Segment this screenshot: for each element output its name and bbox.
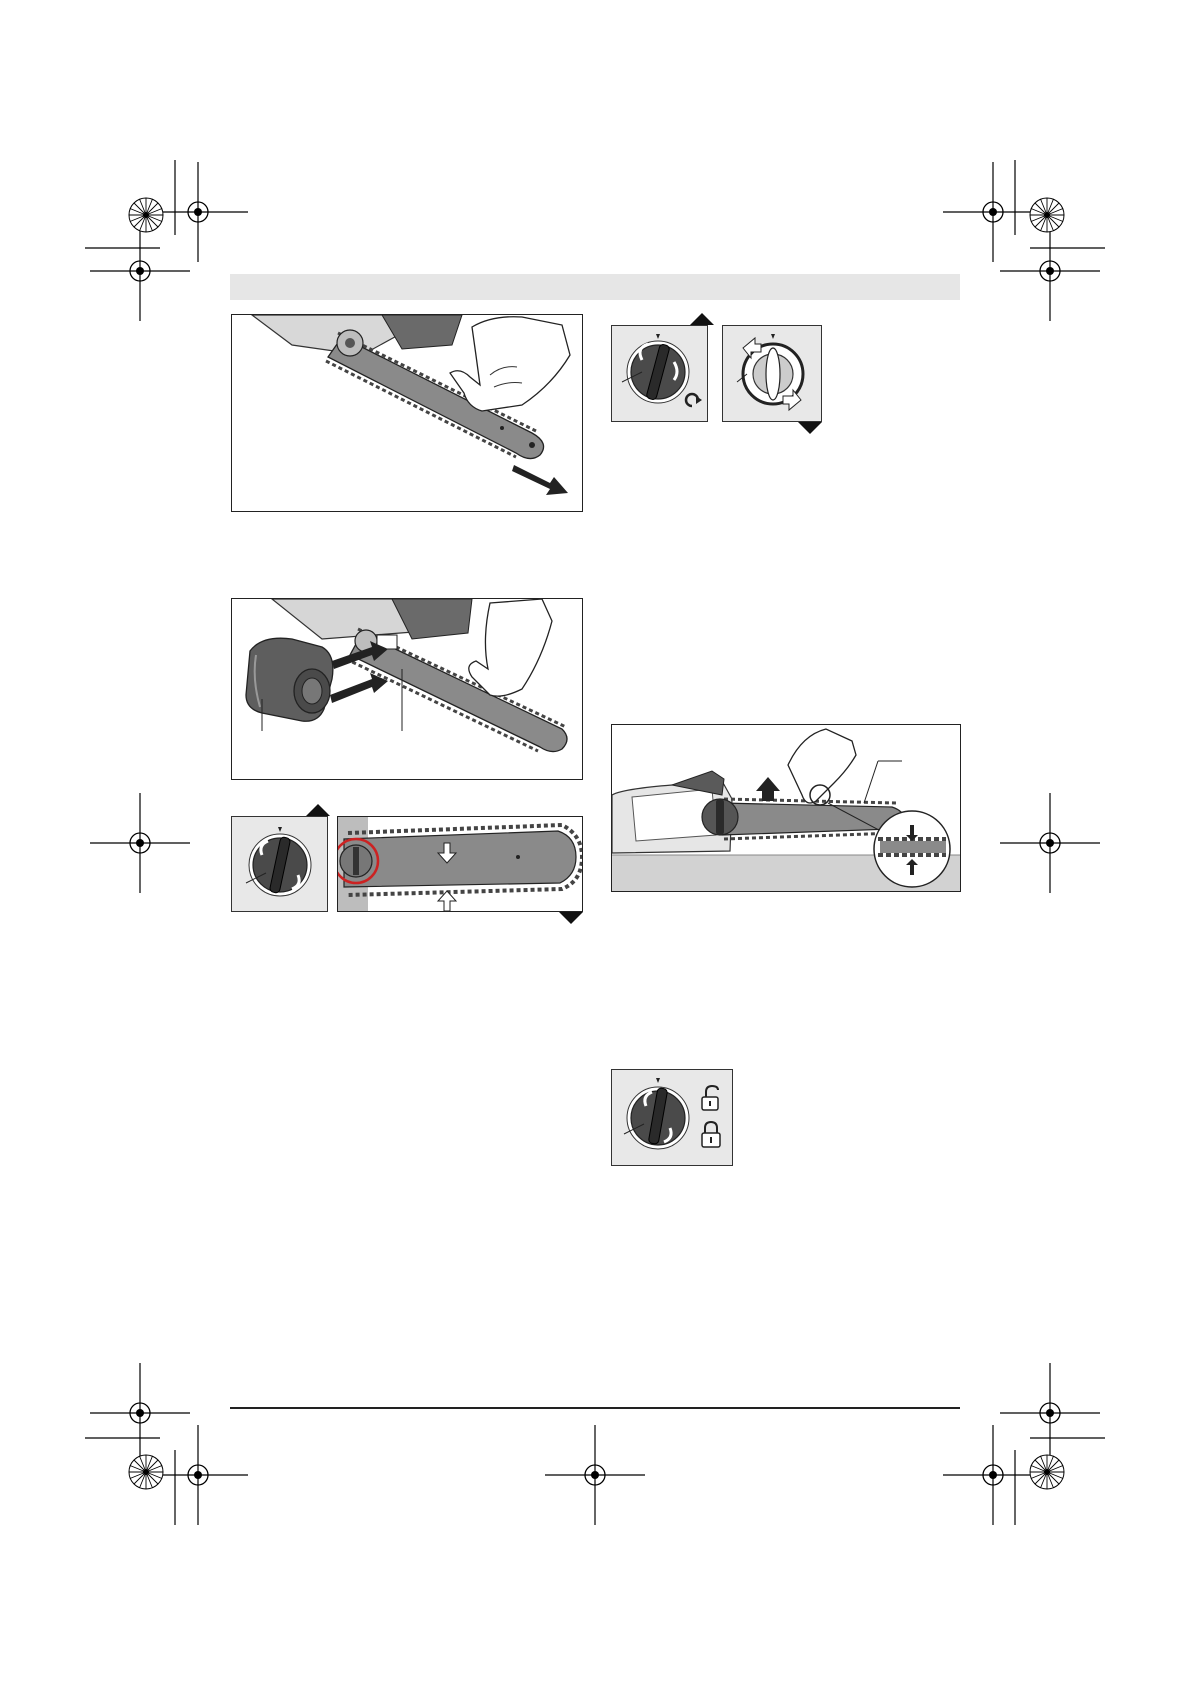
figure-chain-tension-check bbox=[611, 724, 961, 892]
tension-knob-icon bbox=[232, 817, 328, 912]
color-wheel-icon bbox=[1030, 198, 1064, 232]
color-wheel-icon bbox=[1030, 1455, 1064, 1489]
corner-marker-up bbox=[306, 804, 330, 816]
knob-lock-unlock-icon bbox=[612, 1070, 733, 1166]
registration-mark-icon bbox=[943, 1425, 1043, 1525]
figure-knob-lock bbox=[611, 1069, 733, 1166]
registration-mark-icon bbox=[1000, 221, 1100, 321]
chain-tension-gap-illustration bbox=[612, 725, 961, 892]
registration-mark-icon bbox=[90, 793, 190, 893]
registration-mark-icon bbox=[545, 1425, 645, 1525]
registration-mark-icon bbox=[943, 162, 1043, 262]
chainsaw-guide-bar-removal-illustration bbox=[232, 315, 583, 512]
unlock-icon bbox=[702, 1086, 718, 1110]
tension-knob-open-icon bbox=[723, 326, 822, 422]
registration-mark-icon bbox=[1000, 1363, 1100, 1463]
corner-marker-down bbox=[559, 912, 583, 924]
rotate-icon bbox=[686, 394, 702, 406]
figure-bar-alignment bbox=[337, 816, 583, 912]
color-wheel-icon bbox=[129, 198, 163, 232]
figure-knob-rotation-b bbox=[722, 325, 822, 422]
corner-marker-up bbox=[690, 313, 714, 325]
figure-chain-removal bbox=[231, 314, 583, 512]
header-bar bbox=[230, 274, 960, 300]
guide-bar-alignment-illustration bbox=[338, 817, 583, 912]
registration-mark-icon bbox=[90, 221, 190, 321]
color-wheel-icon bbox=[129, 1455, 163, 1489]
lock-icon bbox=[702, 1122, 720, 1147]
figure-knob-rotation-a bbox=[611, 325, 708, 422]
figure-bar-cover-install bbox=[231, 598, 583, 780]
registration-mark-icon bbox=[1000, 793, 1100, 893]
footer-rule bbox=[230, 1407, 960, 1409]
corner-marker-down bbox=[798, 422, 822, 434]
registration-mark-icon bbox=[90, 1363, 190, 1463]
chain-cover-with-knob-illustration bbox=[232, 599, 583, 780]
figure-knob-tighten bbox=[231, 816, 328, 912]
tension-knob-rotation-icon bbox=[612, 326, 708, 422]
